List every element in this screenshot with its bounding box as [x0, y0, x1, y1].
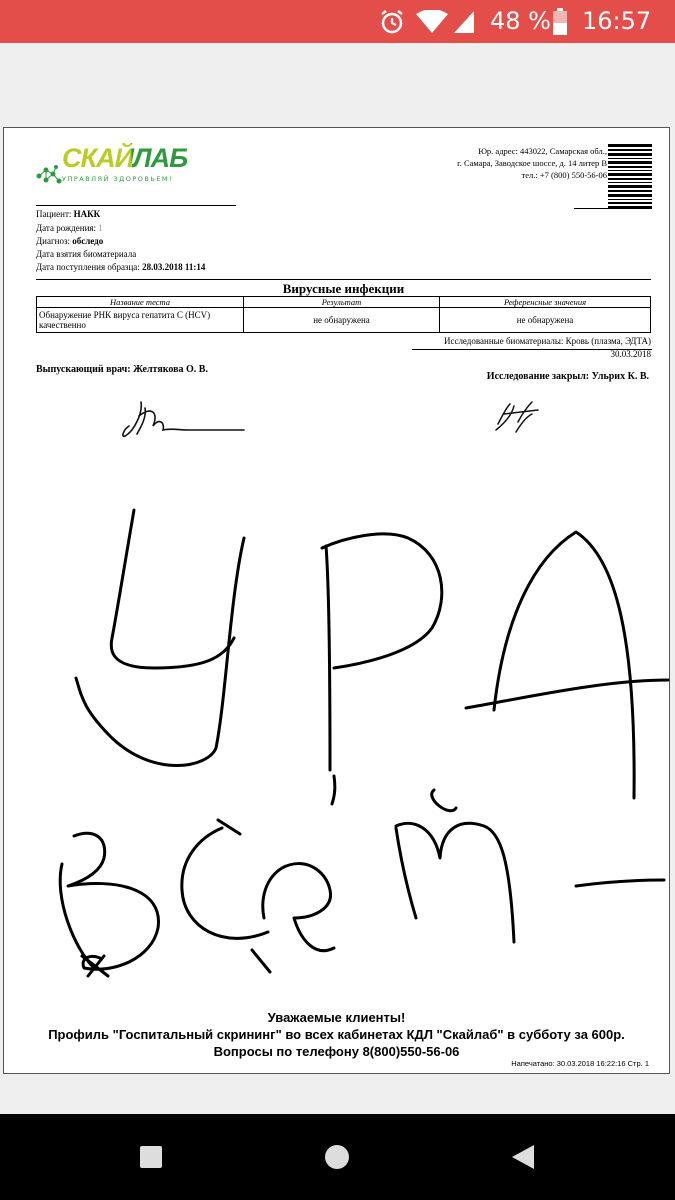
closed-by: [487, 371, 649, 382]
battery-percent: 48 %: [490, 7, 551, 35]
logo-tagline: УПРАВЛЯЙ ЗДОРОВЬЕМ!: [62, 175, 174, 183]
section-divider: [36, 279, 651, 280]
issue-date: 30.03.2018: [610, 349, 651, 359]
address-line-2: г. Самара, Заводское шоссе, д. 14 литер В: [457, 158, 607, 168]
received-label: Дата поступления образца:: [36, 262, 140, 272]
diagnosis-label: Диагноз:: [36, 236, 71, 246]
patient-label: Пациент:: [36, 209, 72, 219]
table-row: [37, 308, 651, 333]
doctor-signer: [36, 364, 208, 375]
company-address: [457, 145, 607, 181]
top-divider: [36, 205, 236, 206]
back-icon[interactable]: [512, 1145, 534, 1169]
birth-value: 1: [98, 223, 103, 233]
doctor-name: Желтякова О. В.: [133, 364, 208, 375]
section-title: Вирусные инфекции: [282, 281, 405, 296]
status-bar: [0, 0, 675, 43]
closer-signature: [488, 396, 548, 436]
footer-phone: Вопросы по телефону 8(800)550-56-06: [213, 1044, 460, 1059]
header-test-name: Название теста: [37, 297, 244, 308]
header-result: Результат: [244, 297, 440, 308]
cell-result: не обнаружена: [244, 308, 440, 333]
results-table: [36, 296, 651, 333]
address-line-3: тел.: +7 (800) 550-56-06: [521, 170, 607, 180]
address-line-1: Юр. адрес: 443022, Самарская обл.,: [478, 146, 607, 156]
diagnosis-row: [36, 236, 103, 246]
battery-icon: [553, 8, 567, 35]
doctor-label: Выпускающий врач:: [36, 364, 131, 375]
cell-reference: не обнаружена: [440, 308, 651, 333]
header-underline: [574, 208, 608, 209]
cell-test: Обнаружение РНК вируса гепатита С (HCV) качественно: [37, 308, 244, 333]
wifi-icon: [415, 10, 449, 34]
birth-row: [36, 223, 103, 233]
table-header-row: [37, 297, 651, 308]
footer-promo: Профиль "Госпитальный скрининг" во всех кабинетах КДЛ "Скайлаб" в субботу за 600р.: [48, 1027, 625, 1042]
printed-stamp: Напечатано: 30.03.2018 16:22:16 Стр. 1: [511, 1059, 649, 1068]
header-reference: Референсные значения: [440, 297, 651, 308]
biomaterial-note: Исследованные биоматериалы: Кровь (плазма, ЭДТА): [443, 336, 651, 346]
received-value: 28.03.2018 11:14: [142, 262, 206, 272]
footer-greeting: Уважаемые клиенты!: [267, 1010, 406, 1025]
clock: 16:57: [582, 7, 652, 35]
patient-name: НАКК: [73, 209, 101, 219]
closed-label: Исследование закрыл:: [486, 371, 590, 382]
patient-row: [36, 209, 100, 219]
logo-name-text: СКАЙЛАБ: [62, 143, 188, 173]
navigation-bar: [0, 1114, 675, 1200]
document-page: [3, 127, 670, 1074]
logo-icon: [34, 158, 64, 188]
doctor-signature: [119, 396, 249, 446]
received-row: [36, 262, 205, 272]
closed-name: Ульрих К. В.: [591, 371, 649, 382]
barcode-image: [608, 144, 652, 210]
sampling-label: Дата взятия биоматериала: [36, 249, 137, 259]
diagnosis-value: обследо: [72, 236, 104, 246]
birth-label: Дата рождения:: [36, 223, 97, 233]
home-icon[interactable]: [325, 1145, 349, 1169]
sampling-row: [36, 249, 136, 259]
signal-icon: [453, 10, 475, 34]
recents-icon[interactable]: [140, 1146, 162, 1168]
handwritten-scribble: [4, 498, 671, 978]
logo-name: [62, 143, 187, 174]
alarm-icon: [378, 8, 406, 36]
